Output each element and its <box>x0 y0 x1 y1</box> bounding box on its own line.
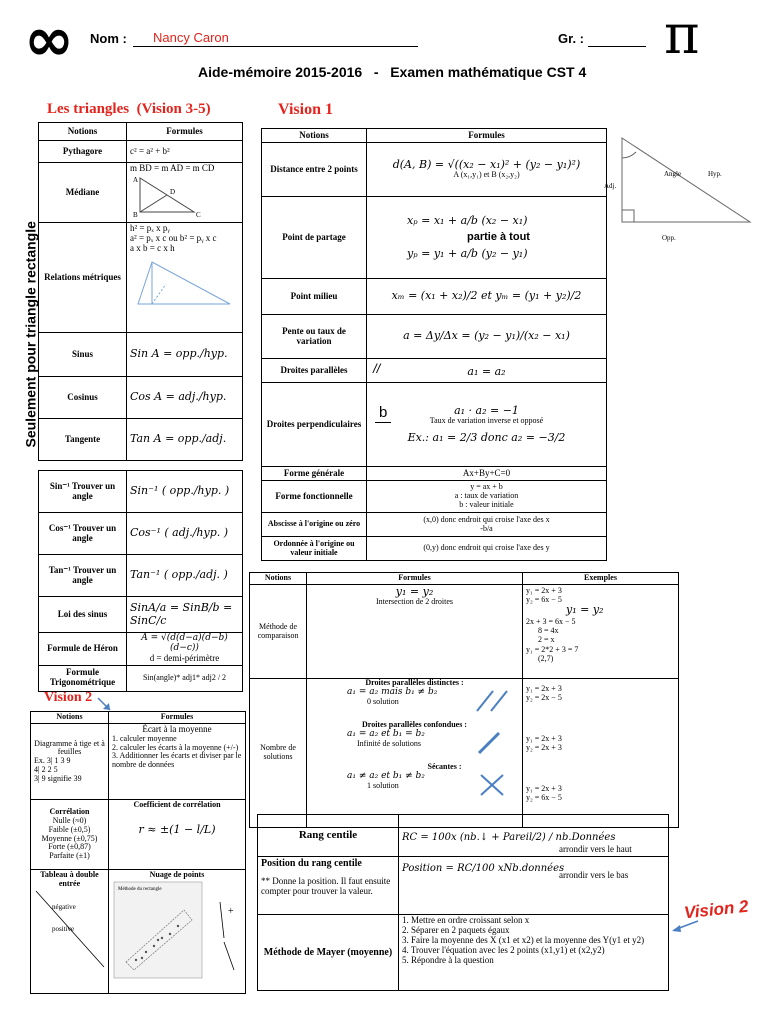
formula-mediane: m BD = m AD = m CD <box>130 163 215 173</box>
formula-abscisse-2: -b/a <box>480 523 493 533</box>
ecart-step: 1. calculer moyenne <box>112 733 177 743</box>
col-header: Notions <box>262 129 367 143</box>
position-arrondi-note: arrondir vers le bas <box>559 870 629 880</box>
notion-tige-feuilles: Diagramme à tige et à feuilles <box>34 738 105 757</box>
col-header: Formules <box>307 573 523 585</box>
vertex-label-a: A <box>133 175 139 184</box>
correlation-level: Parfaite (±1) <box>49 851 90 861</box>
section-triangles: Les triangles (Vision 3-5) <box>47 101 211 117</box>
notion-pythagore: Pythagore <box>39 141 127 163</box>
ecart-step: 3. Additionner les écarts et diviser par le nombre de données <box>112 751 242 770</box>
formula-loi-sinus: SinA/a = SinB/b = SinC/c <box>127 597 243 633</box>
example-secantes: y₁ = 2x + 3 y₂ = 6x − 5 <box>526 784 562 802</box>
formula-heron: A = √(d(d−a)(d−b)(d−c)) <box>141 633 228 653</box>
triangles-table <box>38 122 243 461</box>
formula-rang-centile: RC = 100x (nb.↓ + Pareil/2) / nb.Données <box>402 831 616 843</box>
partage-handwritten-note: partie à tout <box>467 231 530 244</box>
ecart-step: 2. calculer les écarts à la moyenne (+/-) <box>112 742 239 752</box>
col-header: Notions <box>250 573 307 585</box>
formula-forme-fonctionnelle: y = ax + b <box>470 482 503 492</box>
formula-arccos: Cos⁻¹ ( adj./hyp. ) <box>127 513 243 555</box>
notion-paralleles: Droites parallèles <box>262 359 367 383</box>
notion-relations: Relations métriques <box>39 223 127 333</box>
notion-partage: Point de partage <box>262 197 367 279</box>
formula-arctan: Tan⁻¹ ( opp./adj. ) <box>127 555 243 597</box>
notion-mediane: Médiane <box>39 163 127 223</box>
formula-pythagore: c² = a² + b² <box>127 141 243 163</box>
forme-fonctionnelle-a: a : taux de variation <box>454 491 519 501</box>
coincident-lines-icon <box>475 731 511 755</box>
mayer-step: 3. Faire la moyenne des X (x1 et x2) et la moyenne des Y(y1 et y2) <box>402 934 645 945</box>
col-header: Notions <box>39 123 127 141</box>
rank-table <box>257 814 669 991</box>
forme-fonctionnelle-b: b : valeur initiale <box>459 499 514 509</box>
parallel-lines-icon <box>475 689 511 713</box>
label-angle: Angle <box>664 170 682 178</box>
notion-loi-sinus: Loi des sinus <box>39 597 127 633</box>
metric-relations-diagram <box>130 254 238 312</box>
case-secantes: Sécantes : a₁ ≠ a₂ et b₁ ≠ b₂ 1 solution <box>307 763 522 805</box>
notion-correlation: Corrélation <box>49 807 90 817</box>
correlation-level: Faible (±0,5) <box>48 824 91 834</box>
notion-perpendiculaires: Droites perpendiculaires <box>262 383 367 467</box>
formula-cosinus: Cos A = adj./hyp. <box>127 377 243 419</box>
formula-heron-note: d = demi-périmètre <box>149 652 220 663</box>
correlation-level: Moyenne (±0,75) <box>41 833 98 843</box>
formula-pente: a = Δy/Δx = (y₂ − y₁)/(x₂ − x₁) <box>367 315 607 359</box>
notion-position-rang: Position du rang centile <box>261 858 362 869</box>
formula-point-milieu: xₘ = (x₁ + x₂)/2 et yₘ = (y₁ + y₂)/2 <box>367 279 607 315</box>
example-distinctes: y₁ = 2x + 3 y₂ = 2x − 5 <box>526 684 562 702</box>
formula-forme-generale: Ax+By+C=0 <box>367 467 607 481</box>
vision1-table <box>261 128 607 561</box>
case-distinctes: Droites parallèles distinctes : a₁ = a₂ mais b₁ ≠ b₂ 0 solution <box>307 679 522 721</box>
col-header: Formules <box>109 712 246 724</box>
notion-arcsin: Sin⁻¹ Trouver un angle <box>39 471 127 513</box>
notion-rang-centile: Rang centile <box>258 815 399 857</box>
correlation-title: Coefficient de corrélation <box>133 800 221 809</box>
notion-arccos: Cos⁻¹ Trouver un angle <box>39 513 127 555</box>
notion-nombre-solutions: Nombre de solutions <box>250 679 307 828</box>
section-vision1: Vision 1 <box>278 101 333 118</box>
nuage-title: Nuage de points <box>149 870 205 879</box>
vision2-hand-arrow-icon <box>670 918 700 934</box>
notion-pente: Pente ou taux de variation <box>262 315 367 359</box>
notion-sinus: Sinus <box>39 333 127 377</box>
formula-perpendiculaires: a₁ · a₂ = −1 <box>454 404 519 417</box>
notion-abscisse: Abscisse à l'origine ou zéro <box>262 513 367 537</box>
infinity-logo: ∞ <box>24 5 74 75</box>
formula-position: Position = RC/100 xNb.données <box>402 863 565 874</box>
formula-distance: d(A, B) = √((x₂ − x₁)² + (y₂ − y₁)²) <box>392 158 581 172</box>
comparaison-examples: y₁ = 2x + 3 y₂ = 6x − 5 y₁ = y₂ 2x + 3 = 6x − 5 8 = 4x 2 = x y₁ = 2*2 + 3 = 7 (2,7) <box>523 585 679 679</box>
formula-tangente: Tan A = opp./adj. <box>127 419 243 461</box>
correlation-level: Nulle (≈0) <box>52 815 87 825</box>
formula-relations: h² = pₓ x pᵧ a² = pₓ x c ou b² = pᵧ x c a x b = c x h <box>130 223 217 253</box>
col-header: Formules <box>367 129 607 143</box>
label-adj: Adj. <box>604 182 617 190</box>
notion-comparaison: Méthode de comparaison <box>250 585 307 679</box>
nom-value: Nancy Caron <box>153 30 229 45</box>
vertex-label-c: C <box>196 210 201 219</box>
mayer-step: 5. Répondre à la question <box>402 954 494 965</box>
correlation-level: Forte (±0,87) <box>48 842 91 852</box>
nom-field[interactable] <box>133 31 418 47</box>
perpendicular-hand-mark: b <box>375 405 391 423</box>
label-hyp: Hyp. <box>708 170 722 178</box>
parallel-mark: // <box>373 361 381 376</box>
notion-trigo-area: Formule Trigonométrique <box>39 665 127 691</box>
notion-cosinus: Cosinus <box>39 377 127 419</box>
formula-sinus: Sin A = opp./hyp. <box>127 333 243 377</box>
correlation-formula: r ≈ ±(1 − l/L) <box>138 822 216 836</box>
notion-mayer: Méthode de Mayer (moyenne) <box>258 915 399 991</box>
gr-field[interactable] <box>588 31 646 47</box>
formula-arcsin: Sin⁻¹ ( opp./hyp. ) <box>127 471 243 513</box>
notion-point-milieu: Point milieu <box>262 279 367 315</box>
notion-distance: Distance entre 2 points <box>262 143 367 197</box>
label-opp: Opp. <box>662 234 676 242</box>
vertex-label-b: B <box>133 210 138 219</box>
comparaison-note: Intersection de 2 droites <box>375 597 454 607</box>
ecart-title: Écart à la moyenne <box>142 724 212 734</box>
vision2-handwritten-label: Vision 2 <box>683 896 750 923</box>
example-confondues: y₁ = 2x + 3 y₂ = 2x + 3 <box>526 734 562 752</box>
case-confondues: Droites parallèles confondues : a₁ = a₂ et b₁ = b₂ Infinité de solutions <box>307 721 522 763</box>
mayer-step: 4. Trouver l'équation avec les 2 points (x1,y1) et (x2,y2) <box>402 944 605 955</box>
formula-partage-y: yₚ = y₁ + a/b (y₂ − y₁) <box>407 246 528 260</box>
mayer-step: 2. Séparer en 2 paquets égaux <box>402 924 510 935</box>
formula-comparaison: y₁ = y₂ <box>395 585 434 598</box>
rang-centile-note: arrondir vers le haut <box>559 844 632 854</box>
notion-heron: Formule de Héron <box>39 633 127 666</box>
vertex-label-d: D <box>170 187 176 196</box>
formula-partage-x: xₚ = x₁ + a/b (x₂ − x₁) <box>407 214 528 228</box>
formula-ordonnee: (0,y) donc endroit qui croise l'axe des y <box>367 537 607 561</box>
col-header: Exemples <box>523 573 679 585</box>
scatter-inner-title: Méthode du rectangle <box>118 886 162 892</box>
notion-ordonnee: Ordonnée à l'origine ou valeur initiale <box>262 537 367 561</box>
inverse-trig-table <box>38 470 243 692</box>
notion-forme-fonctionnelle: Forme fonctionnelle <box>262 481 367 513</box>
median-triangle-diagram <box>130 174 230 218</box>
perpendiculaires-note: Taux de variation inverse et opposé <box>429 416 544 426</box>
scatter-plot-sketch <box>112 880 242 984</box>
notion-forme-generale: Forme générale <box>262 467 367 481</box>
notion-arctan: Tan⁻¹ Trouver un angle <box>39 555 127 597</box>
label-negative: négative <box>52 902 76 911</box>
formula-paralleles: a₁ = a₂ <box>467 364 506 378</box>
systems-table <box>249 572 679 828</box>
formula-abscisse: (x,0) donc endroit qui croise l'axe des x <box>423 514 550 524</box>
formula-trigo-area: Sin(angle)* adj1* adj2 / 2 <box>127 665 243 691</box>
crossing-lines-icon <box>475 773 511 797</box>
right-triangle-figure <box>604 132 762 250</box>
perpendiculaires-example: Ex.: a₁ = 2/3 donc a₂ = −3/2 <box>407 430 566 444</box>
side-label: Seulement pour triangle rectangle <box>22 221 39 448</box>
label-positive: positive <box>52 924 75 933</box>
col-header: Formules <box>127 123 243 141</box>
page-title: Aide-mémoire 2015-2016 - Examen mathématique CST 4 <box>198 64 587 80</box>
section-vision2: Vision 2 <box>44 690 93 705</box>
col-header: Notions <box>31 712 109 724</box>
vision2-table <box>30 711 246 994</box>
gr-label: Gr. : <box>558 31 585 46</box>
correlation-direction-sketch <box>34 889 106 969</box>
position-note: ** Donne la position. Il faut ensuite compter pour trouver la valeur. <box>261 876 391 896</box>
notion-tangente: Tangente <box>39 419 127 461</box>
mayer-step: 1. Mettre en ordre croissant selon x <box>402 915 530 925</box>
nom-label: Nom : <box>90 31 127 46</box>
notion-double-entree: Tableau à double entrée <box>40 870 99 888</box>
distance-note: A (x₁,y₁) et B (x₂,y₂) <box>453 170 520 180</box>
tige-example: Ex. 3| 1 3 9 4| 2 2 5 3| 9 signifie 39 <box>34 756 82 783</box>
svg-text:+: + <box>228 905 234 917</box>
pi-symbol: π <box>664 3 700 66</box>
